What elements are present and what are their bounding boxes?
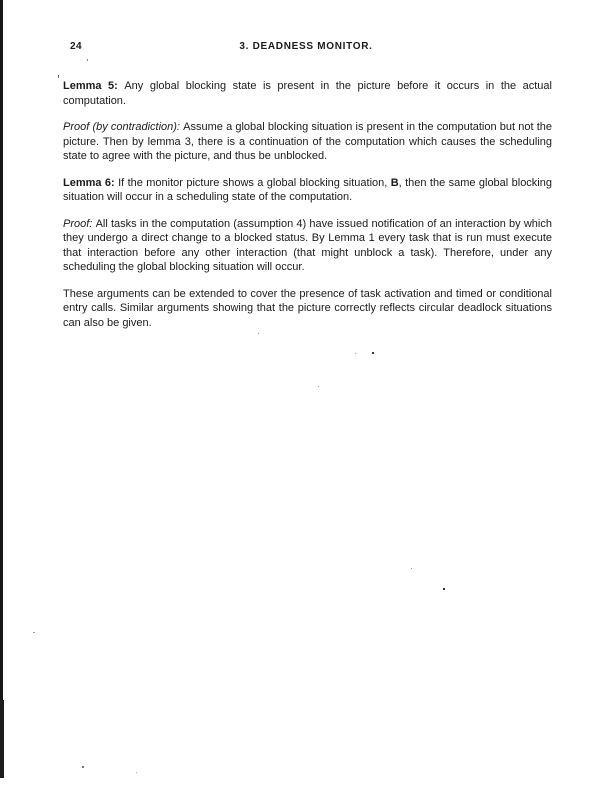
scan-edge-artifact: [0, 0, 3, 778]
paragraph-closing-remarks: [63, 287, 552, 331]
lemma-6-symbol-b: B: [390, 176, 399, 189]
scan-speck: [355, 353, 356, 354]
proof-5-label: Proof (by contradiction):: [63, 121, 184, 133]
scan-speck: [33, 632, 35, 633]
scan-speck: [136, 772, 137, 773]
scan-speck: [82, 766, 84, 768]
page-body: [63, 79, 552, 342]
paragraph-lemma-6: [63, 176, 552, 205]
paragraph-lemma-5: [63, 79, 552, 108]
scan-speck: [87, 59, 88, 61]
scan-speck: [372, 352, 374, 354]
page-number: 24: [70, 41, 82, 52]
running-title: 3. DEADNESS MONITOR.: [239, 41, 373, 52]
proof-6-label: Proof:: [63, 217, 96, 230]
lemma-6-text-a: If the monitor picture shows a global blocking situation,: [118, 176, 391, 189]
scan-speck: [443, 588, 445, 590]
scan-speck: [258, 333, 259, 334]
paragraph-proof-lemma-5: [63, 120, 552, 164]
paragraph-proof-lemma-6: [63, 217, 552, 275]
proof-5-text: Assume a global blocking situation is present in the computation but not the picture. Then by lemma 3, there is a continuation of the computation which causes the scheduling state to agree with the picture, and thus be unblocked.: [63, 121, 552, 162]
scan-edge-artifact-foot: [0, 700, 4, 778]
lemma-6-label: Lemma 6:: [63, 176, 119, 189]
closing-remarks-text: These arguments can be extended to cover the presence of task activation and timed or conditional entry calls. Similar arguments showing that the picture correctly reflects circular deadlock situations can also be given.: [63, 287, 552, 329]
scan-speck: [318, 386, 319, 387]
lemma-5-label: Lemma 5:: [63, 80, 125, 92]
scan-speck: [411, 568, 412, 569]
proof-6-text: All tasks in the computation (assumption 4) have issued notification of an interaction by which they undergo a direct change to a blocked status. By Lemma 1 every task that is run must execute that interaction before any other interaction (that might unblock a task). Therefore, under any scheduling the global blocking situation will occur.: [63, 217, 552, 273]
page-header: [0, 41, 612, 55]
lemma-6-text-b: , then the same global blocking situation will occur in a scheduling state of the computation.: [63, 176, 552, 203]
lemma-5-text: Any global blocking state is present in the picture before it occurs in the actual computation.: [63, 80, 552, 107]
scan-speck: [58, 75, 59, 78]
